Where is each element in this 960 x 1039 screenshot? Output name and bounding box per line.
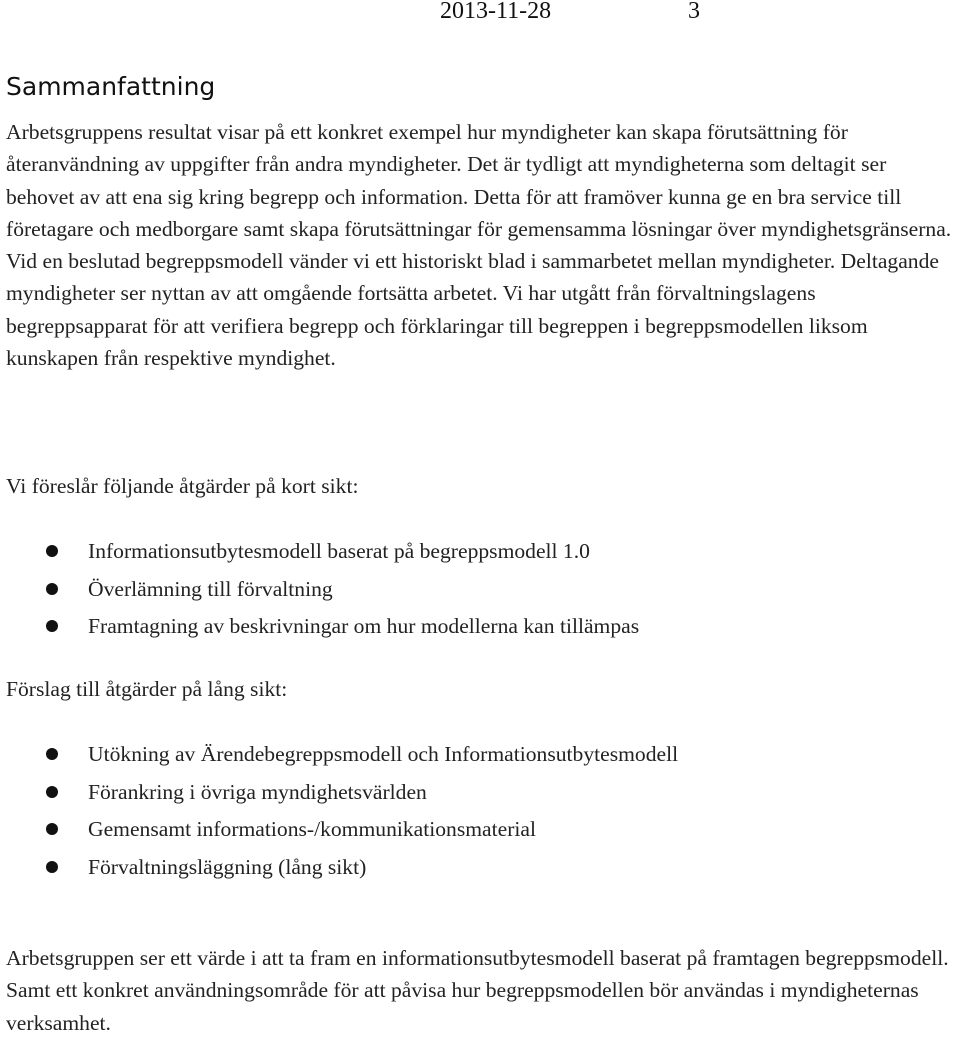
header-date: 2013-11-28 <box>440 0 552 24</box>
page-number: 3 <box>688 0 700 24</box>
bullet-icon <box>46 620 58 632</box>
bullet-icon <box>46 545 58 557</box>
list-item <box>0 775 678 813</box>
list-item <box>0 534 639 572</box>
list-item-text: Förankring i övriga myndighetsvärlden <box>88 779 427 804</box>
intro-paragraph: Arbetsgruppens resultat visar på ett konkret exempel hur myndigheter kan skapa förutsättning för återanvändning av uppgifter från andra myndigheter. Det är tydligt att myndigheterna som deltagit ser behovet av att ena sig kring begrepp och information. Detta för att framöver kunna ge en bra service till företagare och medborgare samt skapa förutsättningar för gemensamma lösningar över myndighetsgränserna. Vid en beslutad begreppsmodell vänder vi ett historiskt blad i sammarbetet mellan myndigheter. Deltagande myndigheter ser nyttan av att omgående fortsätta arbetet. Vi har utgått från förvaltningslagens begreppsapparat för att verifiera begrepp och förklaringar till begreppen i begreppsmodellen liksom kunskapen från respektive myndighet. <box>6 120 952 371</box>
closing-paragraph: Arbetsgruppen ser ett värde i att ta fram en informationsutbytesmodell baserat på framtagen begreppsmodell. Samt ett konkret användningsområde för att påvisa hur begreppsmodellen bör användas i myndigheternas verksamhet. <box>6 946 949 1035</box>
bullet-icon <box>46 748 58 760</box>
list-item-text: Informationsutbytesmodell baserat på begreppsmodell 1.0 <box>88 539 590 563</box>
list-item <box>0 609 639 647</box>
list-item-text: Utökning av Ärendebegreppsmodell och Informationsutbytesmodell <box>88 742 679 766</box>
list-item-text: Överlämning till förvaltning <box>88 576 333 601</box>
short-term-label: Vi föreslår följande åtgärder på kort sikt: <box>6 474 359 498</box>
bullet-icon <box>46 823 58 835</box>
bullet-icon <box>46 861 58 873</box>
list-item-text: Förvaltningsläggning (lång sikt) <box>88 854 367 879</box>
list-item <box>0 737 678 775</box>
long-term-list <box>0 737 678 887</box>
list-item-text: Gemensamt informations-/kommunikationsmaterial <box>88 817 536 841</box>
bullet-icon <box>46 786 58 798</box>
list-item-text: Framtagning av beskrivningar om hur modellerna kan tillämpas <box>88 614 640 638</box>
section-title: Sammanfattning <box>6 72 216 101</box>
bullet-icon <box>46 583 58 595</box>
list-item <box>0 572 639 610</box>
list-item <box>0 850 678 888</box>
list-item <box>0 812 678 850</box>
long-term-label: Förslag till åtgärder på lång sikt: <box>6 677 288 701</box>
page-header <box>440 0 700 26</box>
short-term-list <box>0 534 639 647</box>
